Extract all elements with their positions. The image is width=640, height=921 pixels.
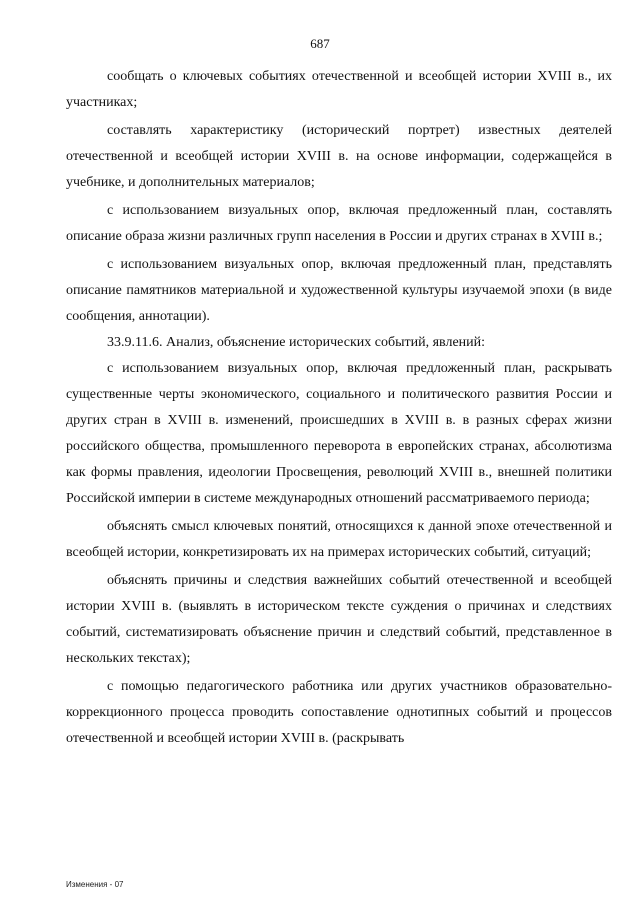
page-number: 687 [310,36,330,51]
paragraph-6: объяснять смысл ключевых понятий, относящихся к данной эпохе отечественной и всеобщей истории, конкретизировать их на примерах исторических событий, ситуаций; [66,519,612,560]
paragraph-3: с использованием визуальных опор, включая предложенный план, составлять описание образа жизни различных групп населения в России и других странах в XVIII в.; [66,203,612,244]
footer-revision-note: Изменения - 07 [66,880,124,889]
paragraph-5: с использованием визуальных опор, включая предложенный план, раскрывать существенные черты экономического, социального и политического развития России и других стран в XVIII в. изменений, происшедших в XVIII в. в разных сферах жизни российского общества, промышленного переворота в европейских странах, абсолютизма как формы правления, идеологии Просвещения, революций XVIII в., внешней политики Российской империи в системе международных отношений рассматриваемого периода; [66,361,612,506]
section-heading-33-9-11-6: 33.9.11.6. Анализ, объяснение исторических событий, явлений: [107,335,486,350]
document-body [66,64,612,752]
paragraph-1: сообщать о ключевых событиях отечественной и всеобщей истории XVIII в., их участниках; [66,69,612,110]
paragraph-4: с использованием визуальных опор, включая предложенный план, представлять описание памятников материальной и художественной культуры изучаемой эпохи (в виде сообщения, аннотации). [66,257,612,324]
paragraph-7: объяснять причины и следствия важнейших событий отечественной и всеобщей истории XVIII в. (выявлять в историческом тексте суждения о причинах и следствиях событий, систематизировать объяснение причин и следствий событий, представленное в нескольких текстах); [66,573,612,666]
paragraph-2: составлять характеристику (исторический портрет) известных деятелей отечественной и всеобщей истории XVIII в. на основе информации, содержащейся в учебнике, и дополнительных материалов; [66,123,612,190]
paragraph-8: с помощью педагогического работника или других участников образовательно-коррекционного процесса проводить сопоставление однотипных событий и процессов отечественной и всеобщей истории XVIII в. (раскрывать [66,679,612,746]
